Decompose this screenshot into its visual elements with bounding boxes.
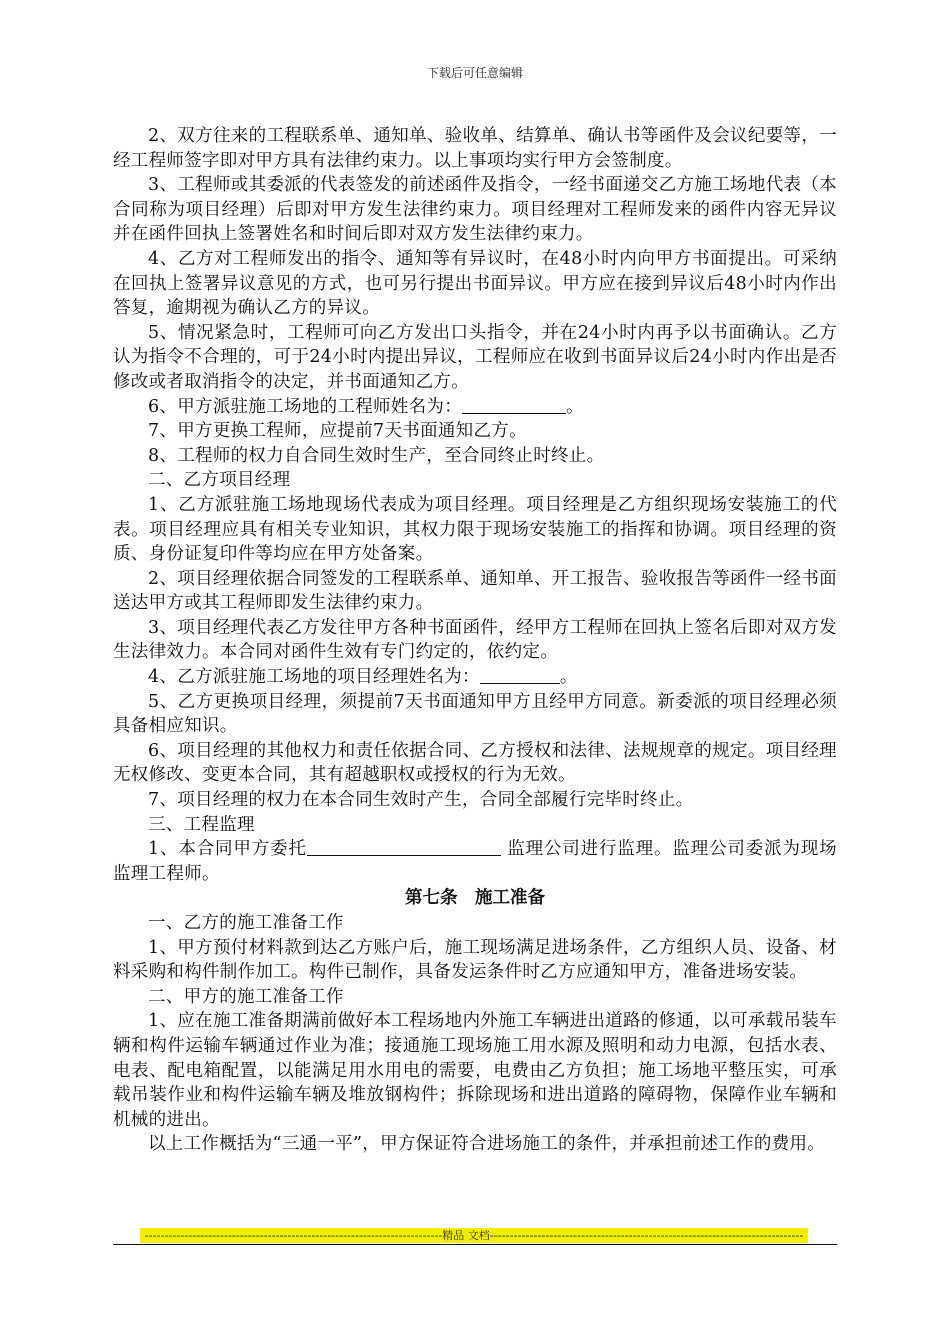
clause-paragraph: 7、甲方更换工程师，应提前7天书面通知乙方。 [148, 421, 527, 442]
engineer-name-label: 6、甲方派驻施工场地的工程师姓名为： [148, 396, 463, 417]
clause-paragraph: 7、项目经理的权力在本合同生效时产生，合同全部履行完毕时终止。 [148, 790, 694, 811]
clause-paragraph: 5、乙方更换项目经理，须提前7天书面通知甲方且经甲方同意。新委派的项目经理必须具备相应知识。 [113, 691, 837, 737]
engineer-name-line [113, 395, 837, 420]
section-title: 第七条 施工准备 [405, 888, 545, 909]
subsection-heading: 三、工程监理 [148, 814, 255, 835]
subsection-heading: 一、乙方的施工准备工作 [148, 913, 344, 933]
clause-paragraph: 以上工作概括为“三通一平”，甲方保证符合进场施工的条件，并承担前述工作的费用。 [148, 1134, 826, 1155]
supervision-company-blank[interactable] [307, 837, 501, 856]
clause-paragraph: 3、项目经理代表乙方发往甲方各种书面函件，经甲方工程师在回执上签名后即对双方发生法律效力。本合同对函件生效有专门约定的，依约定。 [113, 617, 837, 663]
clause-paragraph: 6、项目经理的其他权力和责任依据合同、乙方授权和法律、法规规章的规定。项目经理无权修改、变更本合同，其有超越职权或授权的行为无效。 [113, 740, 837, 786]
page-header: 下载后可任意编辑 [426, 66, 523, 80]
clause-paragraph: 1、乙方派驻施工场地现场代表成为项目经理。项目经理是乙方组织现场安装施工的代表。项目经理应具有相关专业知识，其权力限于现场安装施工的指挥和协调。项目经理的资质、身份证复印件等均应在甲方处备案。 [113, 494, 837, 565]
clause-paragraph: 8、工程师的权力自合同生效时生产，至合同终止时终止。 [148, 445, 605, 466]
document-body [113, 124, 837, 1157]
footer-watermark: ---------------------------------------------------------------------------精品 文档------------------------------------------------------------------------------- [140, 1228, 808, 1243]
subsection-heading: 二、甲方的施工准备工作 [148, 986, 344, 1007]
clause-paragraph: 5、情况紧急时，工程师可向乙方发出口头指令，并在24小时内再予以书面确认。乙方认为指令不合理的，可于24小时内提出异议，工程师应在收到书面异议后24小时内作出是否修改或者取消指令的决定，并书面通知乙方。 [113, 322, 837, 392]
project-manager-name-line [113, 665, 837, 690]
subsection-heading: 二、乙方项目经理 [148, 470, 291, 491]
clause-paragraph: 1、应在施工准备期满前做好本工程场地内外施工车辆进出道路的修通，以可承载吊装车辆和构件运输车辆通过作业为准；接通施工现场施工用水源及照明和动力电源，包括水表、电表、配电箱配置，以能满足用水用电的需要，电费由乙方负担；施工场地平整压实，可承载吊装作业和构件运输车辆及堆放钢构件；拆除现场和进出道路的障碍物，保障作业车辆和机械的进出。 [113, 1011, 837, 1130]
pm-name-blank[interactable] [480, 665, 560, 684]
pm-name-suffix: 。 [559, 667, 578, 688]
footer-divider [113, 1244, 837, 1245]
supervision-label: 1、本合同甲方委托 [148, 839, 307, 860]
clause-paragraph: 4、乙方对工程师发出的指令、通知等有异议时，在48小时内向甲方书面提出。可采纳在回执上签署异议意见的方式，也可另行提出书面异议。甲方应在接到异议后48小时内作出答复，逾期视为确认乙方的异议。 [113, 248, 837, 319]
engineer-name-suffix: 。 [566, 396, 584, 417]
clause-paragraph: 2、双方往来的工程联系单、通知单、验收单、结算单、确认书等函件及会议纪要等，一经工程师签字即对甲方具有法律约束力。以上事项均实行甲方会签制度。 [113, 126, 837, 171]
clause-paragraph: 1、甲方预付材料款到达乙方账户后，施工现场满足进场条件，乙方组织人员、设备、材料采购和构件制作加工。构件已制作，具备发运条件时乙方应通知甲方，准备进场安装。 [113, 937, 837, 983]
supervision-line [113, 837, 837, 886]
supervision-suffix: 监理公司进行监理。监理公司委派为现场监理工程师。 [113, 839, 837, 884]
clause-paragraph: 3、工程师或其委派的代表签发的前述函件及指令，一经书面递交乙方施工场地代表（本合同称为项目经理）后即对甲方发生法律约束力。项目经理对工程师发来的函件内容无异议并在函件回执上签署姓名和时间后即对双方发生法律约束力。 [113, 175, 837, 245]
clause-paragraph: 2、项目经理依据合同签发的工程联系单、通知单、开工报告、验收报告等函件一经书面送达甲方或其工程师即发生法律约束力。 [113, 568, 837, 614]
pm-name-label: 4、乙方派驻施工场地的项目经理姓名为： [148, 667, 480, 688]
engineer-name-blank[interactable] [462, 395, 566, 414]
